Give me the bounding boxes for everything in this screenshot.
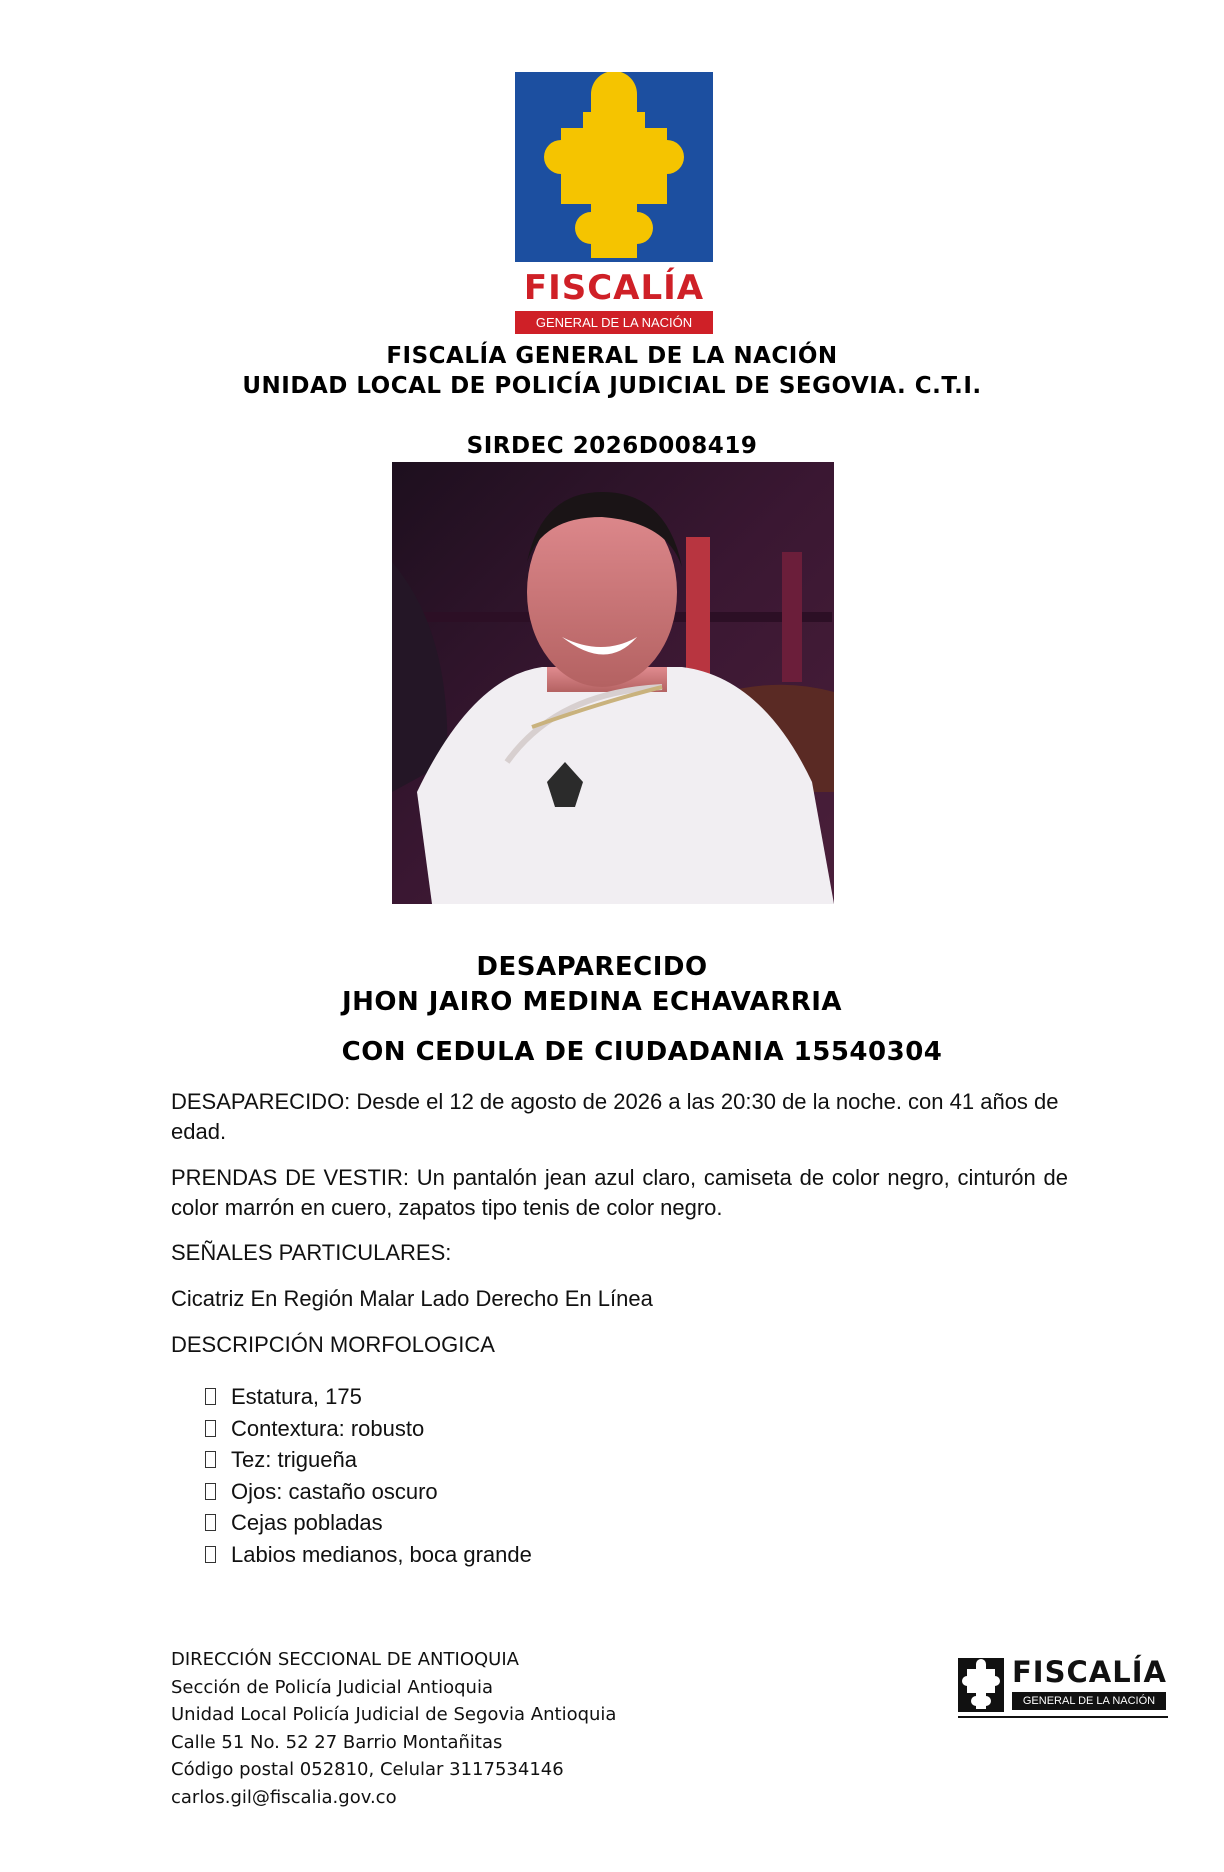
list-item [205,1507,905,1539]
bullet-box-icon [205,1451,216,1468]
bullet-box-icon [205,1514,216,1531]
puzzle-piece-icon [515,72,713,262]
list-item [205,1381,905,1413]
bullet-box-icon [205,1388,216,1405]
footer-address [171,1646,731,1811]
person-name: JHON JAIRO MEDINA ECHAVARRIA [341,987,843,1017]
list-item-text: Contextura: robusto [231,1415,425,1441]
photo-image [392,462,834,904]
footer-line: Código postal 052810, Celular 3117534146 [171,1759,564,1780]
particular-signs-value: Cicatriz En Región Malar Lado Derecho En Línea [171,1286,653,1311]
fiscalia-logo [515,72,713,334]
particular-signs-label: SEÑALES PARTICULARES: [171,1240,452,1265]
footer-line: Calle 51 No. 52 27 Barrio Montañitas [171,1731,503,1753]
bullet-box-icon [205,1546,216,1563]
list-item-text: Estatura, 175 [231,1384,362,1410]
list-item-text: Cejas pobladas [231,1510,383,1536]
footer-logo-subtitle: GENERAL DE LA NACIÓN [1012,1692,1166,1710]
footer-logo-underline [958,1716,1168,1718]
list-item [205,1413,905,1445]
footer-line: Sección de Policía Judicial Antioquia [171,1676,493,1698]
morphology-label: DESCRIPCIÓN MORFOLOGICA [171,1332,495,1357]
missing-since-text: DESAPARECIDO: Desde el 12 de agosto de 2026 a las 20:30 de la noche. con 41 años de edad. [171,1089,1059,1144]
unit-name: UNIDAD LOCAL DE POLICÍA JUDICIAL DE SEGOVIA. C.T.I. [242,373,982,399]
id-number-line: CON CEDULA DE CIUDADANIA 15540304 [341,1037,943,1067]
bullet-box-icon [205,1420,216,1437]
puzzle-piece-icon [958,1658,1004,1712]
footer-logo-emblem [958,1658,1004,1712]
clothing-text: PRENDAS DE VESTIR: Un pantalón jean azul claro, camiseta de color negro, cinturón de color marrón en cuero, zapatos tipo tenis de color negro. [171,1165,1068,1220]
logo-subtitle: GENERAL DE LA NACIÓN [515,311,713,334]
status-title: DESAPARECIDO [476,952,708,982]
sirdec-number: SIRDEC 2026D008419 [466,433,758,459]
missing-person-photo [392,462,834,904]
logo-emblem [515,72,713,262]
footer-line: Unidad Local Policía Judicial de Segovia Antioquia [171,1704,617,1725]
bullet-box-icon [205,1483,216,1500]
list-item-text: Labios medianos, boca grande [231,1541,532,1567]
org-name: FISCALÍA GENERAL DE LA NACIÓN [386,343,838,369]
list-item [205,1444,905,1476]
list-item-text: Tez: trigueña [231,1447,357,1473]
footer-line: DIRECCIÓN SECCIONAL DE ANTIOQUIA [171,1649,519,1670]
morphology-list [205,1381,905,1570]
footer-logo [958,1655,1168,1714]
list-item [205,1539,905,1571]
logo-wordmark: FISCALÍA [523,268,705,308]
footer-logo-wordmark: FISCALÍA [1012,1655,1167,1689]
list-item-text: Ojos: castaño oscuro [231,1478,438,1504]
list-item [205,1476,905,1508]
footer-email[interactable]: carlos.gil@fiscalia.gov.co [171,1786,397,1808]
